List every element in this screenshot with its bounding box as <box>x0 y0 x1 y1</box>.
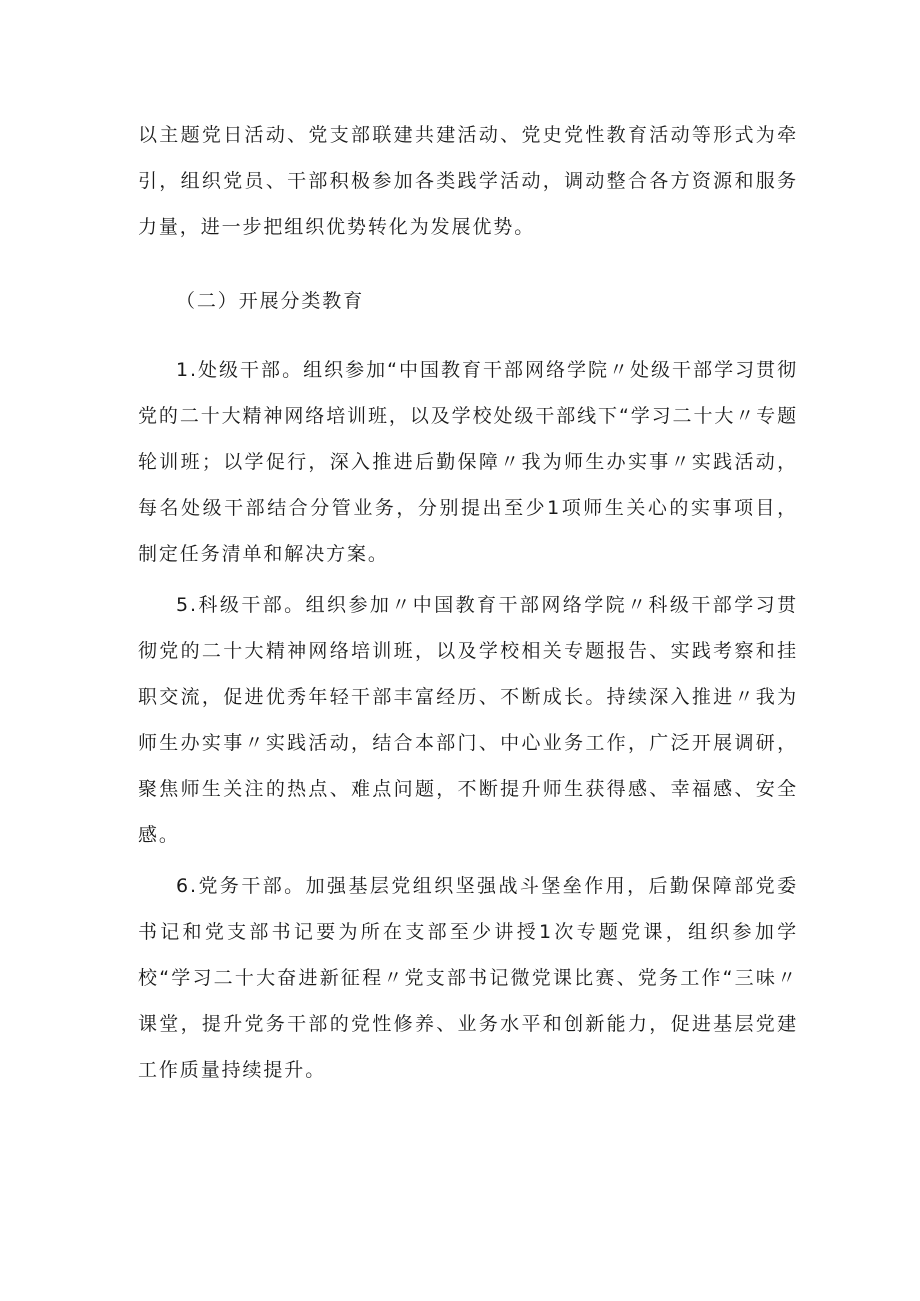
paragraph-intro: 以主题党日活动、党支部联建共建活动、党史党性教育活动等形式为牵引，组织党员、干部积极参加各类践学活动，调动整合各方资源和服务力量，进一步把组织优势转化为发展优势。 <box>138 124 798 238</box>
paragraph-section-cadres: 5.科级干部。组织参加〃中国教育干部网络学院〃科级干部学习贯彻党的二十大精神网络培训班，以及学校相关专题报告、实践考察和挂职交流，促进优秀年轻干部丰富经历、不断成长。持续深入推进〃我为师生办实事〃实践活动，结合本部门、中心业务工作，广泛开展调研，聚焦师生关注的热点、难点问题，不断提升师生获得感、幸福感、安全感。 <box>138 594 798 846</box>
paragraph-division-cadres: 1.处级干部。组织参加“中国教育干部网络学院〃处级干部学习贯彻党的二十大精神网络培训班，以及学校处级干部线下“学习二十大〃专题轮训班；以学促行，深入推进后勤保障〃我为师生办实事〃实践活动，每名处级干部结合分管业务，分别提出至少1项师生关心的实事项目，制定任务清单和解决方案。 <box>138 359 798 565</box>
section-heading-classified-education: （二）开展分类教育 <box>176 290 365 312</box>
paragraph-party-affairs-cadres: 6.党务干部。加强基层党组织坚强战斗堡垒作用，后勤保障部党委书记和党支部书记要为所在支部至少讲授1次专题党课，组织参加学校“学习二十大奋进新征程〃党支部书记微党课比赛、党务工作“三味〃课堂，提升党务干部的党性修养、业务水平和创新能力，促进基层党建工作质量持续提升。 <box>138 875 798 1081</box>
